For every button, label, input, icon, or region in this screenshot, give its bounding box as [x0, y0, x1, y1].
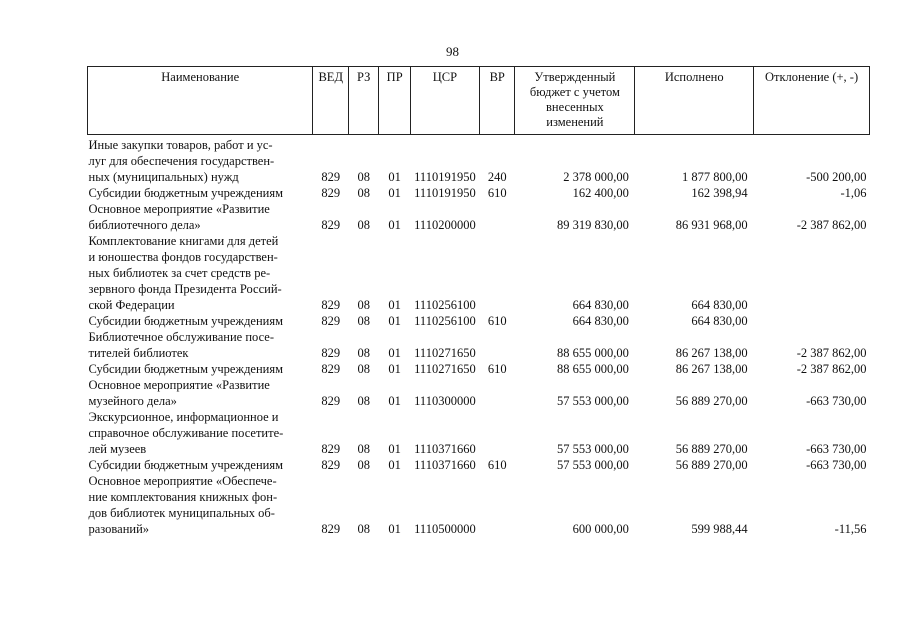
cell-vr — [479, 233, 515, 313]
page-number: 98 — [446, 44, 459, 59]
cell-deviation: -500 200,00 — [806, 170, 867, 184]
cell-approved: 57 553 000,00 — [556, 442, 629, 456]
cell-ved: 829 — [321, 362, 341, 376]
cell-ved: 829 — [321, 394, 341, 408]
cell-name-line: Субсидии бюджетным учреждениям — [88, 362, 284, 376]
cell-name — [88, 185, 313, 201]
cell-deviation: -2 387 862,00 — [796, 218, 867, 232]
table-row — [88, 185, 870, 201]
cell-approved: 664 830,00 — [572, 314, 629, 328]
cell-pr: 01 — [388, 362, 401, 376]
cell-deviation — [754, 313, 870, 329]
cell-executed: 56 889 270,00 — [675, 442, 748, 456]
cell-executed: 664 830,00 — [691, 314, 748, 328]
cell-rz: 08 — [357, 458, 370, 472]
table-row — [88, 233, 870, 313]
cell-name-line: зервного фонда Президента Россий- — [88, 282, 282, 296]
cell-rz: 08 — [357, 186, 370, 200]
cell-executed: 86 267 138,00 — [675, 362, 748, 376]
cell-executed: 664 830,00 — [691, 298, 748, 312]
cell-csr: 1110200000 — [414, 218, 476, 232]
cell-deviation: -663 730,00 — [806, 458, 867, 472]
cell-rz: 08 — [357, 218, 370, 232]
cell-executed: 599 988,44 — [691, 522, 748, 536]
cell-name — [88, 233, 313, 313]
cell-name — [88, 409, 313, 457]
header-approved: Утвержденный бюджет с учетом внесенных изменений — [515, 67, 635, 135]
cell-pr: 01 — [388, 170, 401, 184]
cell-ved: 829 — [321, 442, 341, 456]
cell-name-line: справочное обслуживание посетите- — [88, 426, 284, 440]
cell-executed: 86 931 968,00 — [675, 218, 748, 232]
cell-vr: 610 — [487, 458, 507, 472]
cell-deviation: -11,56 — [834, 522, 867, 536]
cell-name — [88, 313, 313, 329]
cell-name — [88, 473, 313, 537]
cell-rz: 08 — [357, 298, 370, 312]
cell-ved: 829 — [321, 170, 341, 184]
cell-rz: 08 — [357, 314, 370, 328]
cell-ved: 829 — [321, 458, 341, 472]
cell-ved: 829 — [321, 314, 341, 328]
cell-approved: 88 655 000,00 — [556, 346, 629, 360]
cell-approved: 57 553 000,00 — [556, 458, 629, 472]
cell-pr: 01 — [388, 394, 401, 408]
header-pr: ПР — [379, 67, 410, 135]
budget-table — [87, 66, 870, 537]
cell-pr: 01 — [388, 298, 401, 312]
cell-executed: 1 877 800,00 — [682, 170, 748, 184]
cell-vr — [479, 377, 515, 409]
cell-name-line: Экскурсионное, информационное и — [88, 410, 279, 424]
header-rz: РЗ — [348, 67, 378, 135]
cell-approved: 664 830,00 — [572, 298, 629, 312]
cell-approved: 89 319 830,00 — [556, 218, 629, 232]
cell-ved: 829 — [321, 346, 341, 360]
cell-csr: 1110191950 — [414, 186, 476, 200]
header-csr: ЦСР — [410, 67, 479, 135]
cell-executed: 86 267 138,00 — [675, 346, 748, 360]
table-row — [88, 313, 870, 329]
cell-name-line: Субсидии бюджетным учреждениям — [88, 458, 284, 472]
table-row — [88, 473, 870, 537]
table-row — [88, 135, 870, 186]
cell-name-line: ской Федерации — [88, 298, 175, 312]
cell-name-line: дов библиотек муниципальных об- — [88, 506, 275, 520]
cell-name — [88, 135, 313, 186]
cell-name-line: Иные закупки товаров, работ и ус- — [88, 138, 273, 152]
cell-name-line: и юношества фондов государствен- — [88, 250, 278, 264]
table-row — [88, 409, 870, 457]
cell-vr: 240 — [487, 170, 507, 184]
header-ved: ВЕД — [313, 67, 349, 135]
cell-name — [88, 201, 313, 233]
cell-deviation: -663 730,00 — [806, 394, 867, 408]
cell-ved: 829 — [321, 186, 341, 200]
cell-name — [88, 329, 313, 361]
cell-csr: 1110371660 — [414, 458, 476, 472]
cell-pr: 01 — [388, 186, 401, 200]
cell-deviation: -2 387 862,00 — [796, 346, 867, 360]
cell-vr: 610 — [487, 186, 507, 200]
cell-pr: 01 — [388, 218, 401, 232]
cell-deviation: -663 730,00 — [806, 442, 867, 456]
cell-vr: 610 — [487, 362, 507, 376]
cell-vr — [479, 329, 515, 361]
cell-rz: 08 — [357, 394, 370, 408]
cell-ved: 829 — [321, 298, 341, 312]
cell-csr: 1110300000 — [414, 394, 476, 408]
cell-name — [88, 377, 313, 409]
cell-approved: 57 553 000,00 — [556, 394, 629, 408]
table-row — [88, 377, 870, 409]
cell-pr: 01 — [388, 458, 401, 472]
header-name: Наименование — [88, 67, 313, 135]
cell-executed: 56 889 270,00 — [675, 394, 748, 408]
cell-ved: 829 — [321, 522, 341, 536]
cell-pr: 01 — [388, 522, 401, 536]
cell-rz: 08 — [357, 442, 370, 456]
table-row — [88, 361, 870, 377]
cell-approved: 162 400,00 — [572, 186, 629, 200]
cell-rz: 08 — [357, 346, 370, 360]
cell-name-line: Основное мероприятие «Развитие — [88, 202, 270, 216]
cell-pr: 01 — [388, 314, 401, 328]
cell-name-line: Комплектование книгами для детей — [88, 234, 279, 248]
cell-name-line: Субсидии бюджетным учреждениям — [88, 186, 284, 200]
cell-name — [88, 457, 313, 473]
cell-rz: 08 — [357, 170, 370, 184]
cell-executed: 56 889 270,00 — [675, 458, 748, 472]
cell-executed: 162 398,94 — [691, 186, 748, 200]
cell-name-line: луг для обеспечения государствен- — [88, 154, 275, 168]
header-deviation: Отклонение (+, -) — [754, 67, 870, 135]
cell-csr: 1110191950 — [414, 170, 476, 184]
cell-pr: 01 — [388, 442, 401, 456]
cell-vr — [479, 409, 515, 457]
cell-deviation — [754, 233, 870, 313]
cell-name-line: Субсидии бюджетным учреждениям — [88, 314, 284, 328]
cell-deviation: -1,06 — [840, 186, 867, 200]
table-body — [88, 135, 870, 538]
cell-deviation: -2 387 862,00 — [796, 362, 867, 376]
cell-name-line: разований» — [88, 522, 150, 536]
cell-name-line: музейного дела» — [88, 394, 177, 408]
cell-name-line: ных (муниципальных) нужд — [88, 170, 239, 184]
table-row — [88, 329, 870, 361]
cell-approved: 600 000,00 — [572, 522, 629, 536]
cell-name — [88, 361, 313, 377]
cell-vr — [479, 201, 515, 233]
cell-ved: 829 — [321, 218, 341, 232]
cell-csr: 1110256100 — [414, 298, 476, 312]
cell-vr: 610 — [487, 314, 507, 328]
cell-rz: 08 — [357, 362, 370, 376]
cell-csr: 1110500000 — [414, 522, 476, 536]
cell-name-line: Библиотечное обслуживание посе- — [88, 330, 274, 344]
cell-csr: 1110271650 — [414, 362, 476, 376]
cell-approved: 2 378 000,00 — [563, 170, 629, 184]
cell-rz: 08 — [357, 522, 370, 536]
cell-vr — [479, 473, 515, 537]
cell-name-line: ных библиотек за счет средств ре- — [88, 266, 271, 280]
cell-name-line: лей музеев — [88, 442, 147, 456]
cell-csr: 1110371660 — [414, 442, 476, 456]
table-header — [88, 67, 870, 135]
header-executed: Исполнено — [635, 67, 754, 135]
cell-name-line: библиотечного дела» — [88, 218, 201, 232]
cell-approved: 88 655 000,00 — [556, 362, 629, 376]
table-row — [88, 201, 870, 233]
cell-name-line: Основное мероприятие «Обеспече- — [88, 474, 277, 488]
cell-csr: 1110256100 — [414, 314, 476, 328]
table-row — [88, 457, 870, 473]
cell-csr: 1110271650 — [414, 346, 476, 360]
header-vr: ВР — [479, 67, 515, 135]
cell-name-line: тителей библиотек — [88, 346, 189, 360]
cell-pr: 01 — [388, 346, 401, 360]
cell-name-line: ние комплектования книжных фон- — [88, 490, 278, 504]
cell-name-line: Основное мероприятие «Развитие — [88, 378, 270, 392]
